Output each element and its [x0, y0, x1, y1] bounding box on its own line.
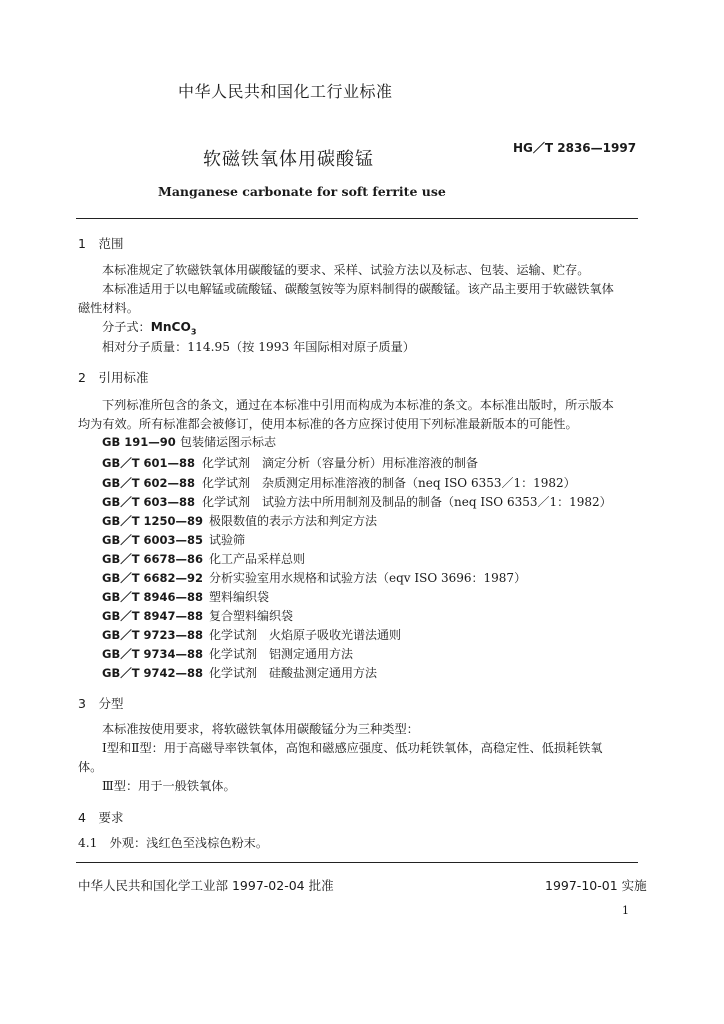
reference-code: GB／T 1250—89	[102, 514, 204, 528]
reference-title: 化学试剂 滴定分析（容量分析）用标准溶液的制备	[202, 456, 479, 470]
reference-title: 试验筛	[209, 533, 246, 547]
reference-title: 化学试剂 试验方法中所用制剂及制品的制备（neq ISO 6353／1：1982）	[202, 495, 612, 509]
reference-item	[102, 434, 276, 451]
implementation-date: 1997-10-01 实施	[545, 878, 647, 893]
document-title-cn: 软磁铁氧体用碳酸锰	[203, 149, 374, 170]
reference-code: GB／T 9734—88	[102, 647, 204, 661]
reference-code: GB／T 8947—88	[102, 609, 204, 623]
approval-note: 中华人民共和国化学工业部 1997-02-04 批准	[78, 878, 334, 893]
formula-main: MnCO	[150, 320, 191, 334]
reference-code: GB／T 9723—88	[102, 628, 204, 642]
reference-code: GB／T 6678—86	[102, 552, 204, 566]
section-2-heading: 2 引用标准	[78, 370, 149, 385]
formula-label: 分子式：	[102, 320, 151, 334]
standard-category: 中华人民共和国化工行业标准	[178, 82, 393, 101]
reference-item	[102, 627, 401, 644]
reference-title: 复合塑料编织袋	[209, 609, 294, 623]
reference-title: 塑料编织袋	[209, 590, 270, 604]
section-1-para-2-line-1: 本标准适用于以电解锰或硫酸锰、碳酸氢铵等为原料制得的碳酸锰。该产品主要用于软磁铁氧体	[102, 282, 614, 296]
molecular-mass: 相对分子质量：114.95（按 1993 年国际相对原子质量）	[102, 340, 415, 354]
document-title-en: Manganese carbonate for soft ferrite use	[158, 184, 446, 199]
footer-divider	[76, 862, 638, 863]
section-1-para-2-line-2: 磁性材料。	[78, 301, 139, 315]
reference-code: GB／T 6003—85	[102, 533, 204, 547]
reference-code: GB／T 602—88	[102, 476, 196, 490]
reference-title: 化学试剂 杂质测定用标准溶液的制备（neq ISO 6353／1：1982）	[202, 476, 576, 490]
reference-code: GB／T 603—88	[102, 495, 196, 509]
reference-item	[102, 551, 305, 568]
reference-item	[102, 494, 612, 511]
molecular-formula	[102, 319, 196, 340]
reference-item	[102, 646, 353, 663]
reference-title: 化学试剂 铝测定通用方法	[209, 647, 354, 661]
reference-item	[102, 665, 377, 682]
section-2-para-line-1: 下列标准所包含的条文，通过在本标准中引用而构成为本标准的条文。本标准出版时，所示版本	[102, 398, 614, 412]
page-number: 1	[622, 904, 629, 917]
reference-item	[102, 455, 478, 472]
reference-code: GB／T 8946—88	[102, 590, 204, 604]
section-1-heading: 1 范围	[78, 236, 124, 251]
reference-title: 化学试剂 硅酸盐测定通用方法	[209, 666, 378, 680]
reference-item	[102, 475, 576, 492]
reference-title: 化工产品采样总则	[209, 552, 306, 566]
reference-code: GB／T 601—88	[102, 456, 196, 470]
reference-code: GB／T 9742—88	[102, 666, 204, 680]
reference-code: GB 191—90	[102, 435, 176, 449]
reference-item	[102, 589, 269, 606]
reference-title: 化学试剂 火焰原子吸收光谱法通则	[209, 628, 402, 642]
section-4-heading: 4 要求	[78, 810, 124, 825]
formula-subscript: 3	[190, 327, 197, 337]
header-divider	[76, 218, 638, 219]
section-1-para-1: 本标准规定了软磁铁氧体用碳酸锰的要求、采样、试验方法以及标志、包装、运输、贮存。	[102, 263, 590, 277]
section-3-heading: 3 分型	[78, 696, 124, 711]
section-3-para-3: Ⅲ型：用于一般铁氧体。	[102, 779, 236, 793]
reference-code: GB／T 6682—92	[102, 571, 204, 585]
section-2-para-line-2: 均为有效。所有标准都会被修订，使用本标准的各方应探讨使用下列标准最新版本的可能性。	[78, 417, 578, 431]
reference-item	[102, 608, 293, 625]
section-3-para-1: 本标准按使用要求，将软磁铁氧体用碳酸锰分为三种类型：	[102, 722, 419, 736]
section-3-para-2-line-2: 体。	[78, 760, 103, 774]
document-number: HG／T 2836—1997	[513, 141, 637, 155]
section-4-item-4-1: 4.1 外观：浅红色至浅棕色粉末。	[78, 836, 269, 850]
reference-item	[102, 532, 245, 549]
reference-item	[102, 570, 526, 587]
reference-title: 包装储运图示标志	[180, 435, 277, 449]
reference-title: 分析实验室用水规格和试验方法（eqv ISO 3696：1987）	[209, 571, 527, 585]
section-3-para-2-line-1: Ⅰ型和Ⅱ型：用于高磁导率铁氧体，高饱和磁感应强度、低功耗铁氧体，高稳定性、低损耗铁氧	[102, 741, 603, 755]
reference-item	[102, 513, 377, 530]
reference-title: 极限数值的表示方法和判定方法	[209, 514, 378, 528]
